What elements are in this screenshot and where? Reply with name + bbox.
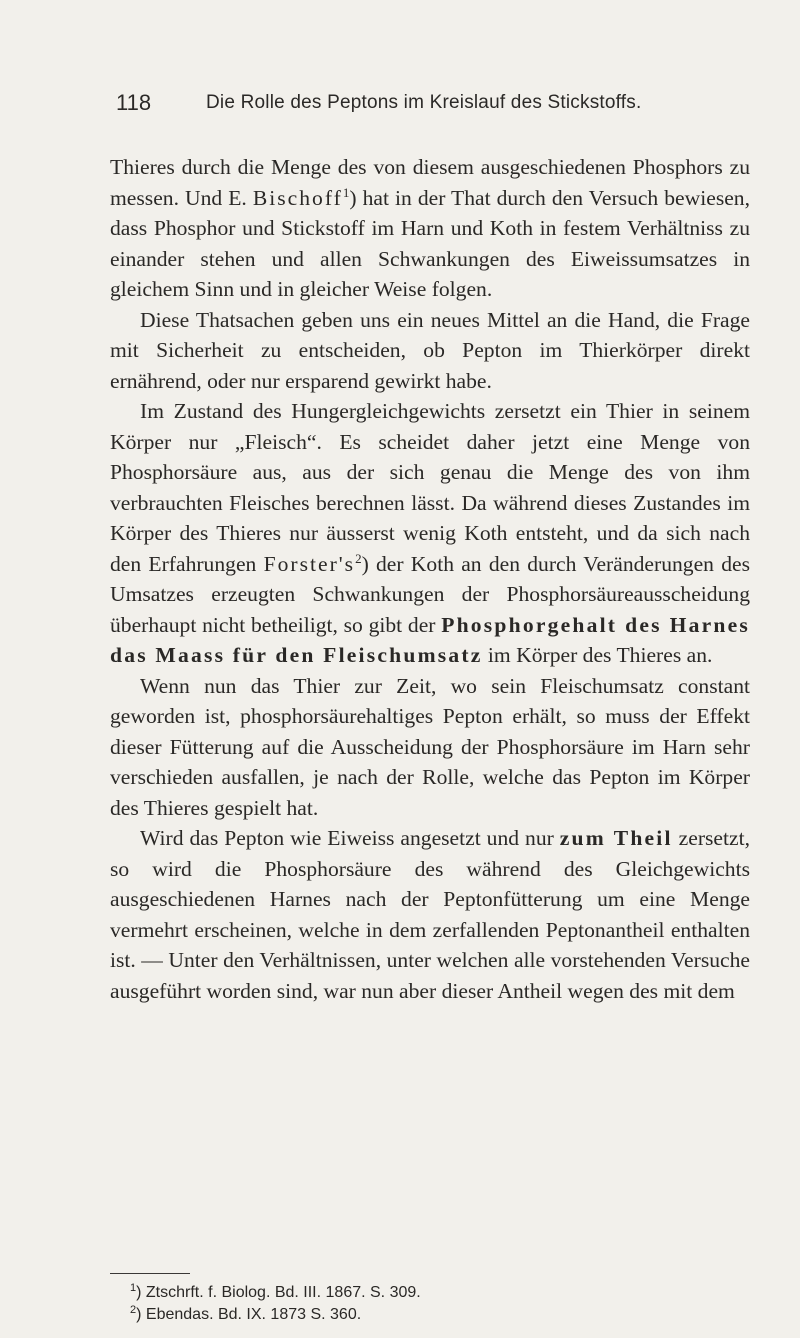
paragraph-p1 <box>110 152 750 305</box>
text-run: Im Zustand des Hungergleichgewichts zersetzt ein Thier in seinem Körper nur „Fleisch“. Es scheidet daher jetzt eine Menge von Phosphorsäure aus, aus der sich genau die Menge des von ihm verbrauchten Fleisches berechnen lässt. Da während dieses Zustandes im Körper des Thieres nur äusserst wenig Koth entsteht, und da sich nach den Erfahrungen <box>110 399 750 576</box>
footnote-marker: 2 <box>355 550 362 566</box>
footnote-1 <box>130 1282 421 1304</box>
paragraph-p4 <box>110 671 750 824</box>
running-head <box>110 86 750 126</box>
paragraph-p5 <box>110 823 750 1006</box>
footnotes <box>130 1282 421 1326</box>
paragraph-p3 <box>110 396 750 671</box>
emphasized-text: Forster's <box>263 551 356 576</box>
footnote-marker: 1 <box>342 184 350 200</box>
page-number: 118 <box>116 90 152 115</box>
text-run: Wenn nun das Thier zur Zeit, wo sein Fleischumsatz constant geworden ist, phosphorsäurehaltiges Pepton erhält, so muss der Effekt dieser Fütterung auf die Ausscheidung der Phosphorsäure im Harn sehr verschieden ausfallen, je nach der Rolle, welche das Pepton im Körper des Thieres gespielt hat. <box>110 673 750 820</box>
text-run: zersetzt, so wird die Phosphorsäure des während des Gleichgewichts ausgeschiedenen Harnes nach der Peptonfütterung um eine Menge vermehrt erscheinen, welche in dem zerfallenden Peptonantheil enthalten ist. — Unter den Verhältnissen, unter welchen alle vorstehenden Versuche ausgeführt worden sind, war nun aber dieser Antheil wegen des mit dem <box>110 826 751 1003</box>
footnote-2 <box>130 1304 421 1326</box>
text-run: ) hat in der That durch den Versuch bewiesen, dass Phosphor und Stickstoff im Harn und Koth in festem Verhältniss zu einander stehen und allen Schwankungen des Eiweissumsatzes in gleichem Sinn und in gleicher Weise folgen. <box>110 185 750 301</box>
emphasized-text: Phosphorgehalt des Harnes das Maass für den Fleischumsatz <box>110 612 751 667</box>
footnote-number: 1 <box>130 1282 137 1294</box>
emphasized-text: Bischoff <box>252 185 343 210</box>
running-title: Die Rolle des Peptons im Kreislauf des Stickstoffs. <box>206 92 642 113</box>
text-run: Diese Thatsachen geben uns ein neues Mittel an die Hand, die Frage mit Sicherheit zu entscheiden, ob Pepton im Thierkörper direkt ernährend, oder nur ersparend gewirkt habe. <box>110 307 750 393</box>
footnote-number: 2 <box>130 1304 137 1316</box>
footnote-divider <box>110 1273 190 1274</box>
text-run: im Körper des Thieres an. <box>482 643 713 667</box>
footnote-text: ) Ztschrft. f. Biolog. Bd. III. 1867. S. 309. <box>136 1284 421 1301</box>
book-page <box>110 86 750 1006</box>
text-run: Thieres durch die Menge des von diesem ausgeschiedenen Phosphors zu messen. Und E. <box>110 155 750 210</box>
body-text <box>110 152 750 1006</box>
footnote-text: ) Ebendas. Bd. IX. 1873 S. 360. <box>136 1306 362 1323</box>
paragraph-p2 <box>110 305 750 397</box>
text-run: Wird das Pepton wie Eiweiss angesetzt und nur <box>140 826 560 850</box>
text-run: ) der Koth an den durch Veränderungen des Umsatzes erzeugten Schwankungen der Phosphorsäureausscheidung überhaupt nicht betheiligt, so gibt der <box>110 551 750 637</box>
emphasized-text: zum Theil <box>559 826 673 850</box>
